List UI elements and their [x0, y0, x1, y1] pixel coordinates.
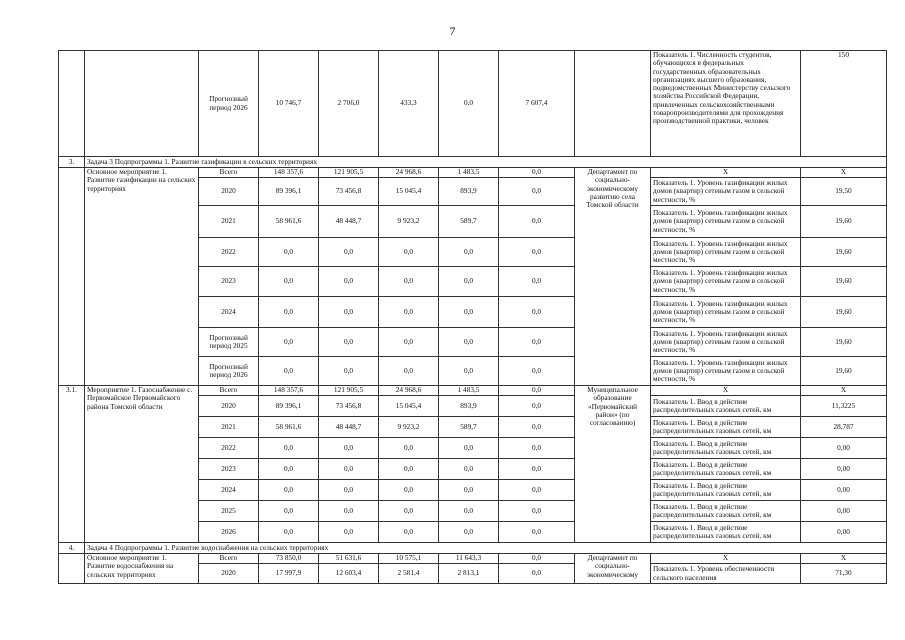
period-cell: 2020	[199, 564, 259, 584]
indicator-cell: Показатель 1. Уровень газификации жилых домов (квартир) сетевым газом в сельской местности, %	[651, 206, 801, 238]
value-cell: 0,0	[439, 522, 499, 543]
indicator-cell: Показатель 1. Ввод в действие распределительных газовых сетей, км	[651, 417, 801, 438]
indicator-value-cell: 150	[801, 51, 887, 157]
value-cell: 0,0	[499, 501, 575, 522]
table-row	[59, 51, 887, 157]
num-cell	[59, 554, 85, 584]
value-cell: 148 357,6	[259, 386, 319, 396]
indicator-value-cell: 11,3225	[801, 396, 887, 417]
task-row	[59, 157, 887, 168]
event-name-cell: Мероприятие 1. Газоснабжение с. Первомайское Первомайского района Томской области	[85, 386, 199, 543]
value-cell: 0,0	[499, 386, 575, 396]
value-cell: 0,0	[499, 564, 575, 584]
indicator-cell: Показатель 1. Уровень обеспеченности сельского населения	[651, 564, 801, 584]
value-cell: 0,0	[499, 554, 575, 564]
value-cell: 0,0	[259, 238, 319, 267]
period-cell: Прогнозный период 2025	[199, 328, 259, 357]
value-cell: 7 607,4	[499, 51, 575, 157]
value-cell: 0,0	[439, 501, 499, 522]
indicator-cell: Х	[651, 554, 801, 564]
period-cell: 2023	[199, 267, 259, 297]
value-cell: 0,0	[439, 238, 499, 267]
value-cell: 24 968,6	[379, 168, 439, 178]
value-cell: 1 483,5	[439, 386, 499, 396]
value-cell: 0,0	[379, 267, 439, 297]
value-cell: 0,0	[499, 238, 575, 267]
task-number: 3.	[59, 157, 85, 168]
indicator-value-cell: Х	[801, 554, 887, 564]
value-cell: 0,0	[259, 438, 319, 459]
value-cell: 1 483,5	[439, 168, 499, 178]
value-cell: 89 396,1	[259, 178, 319, 206]
value-cell: 121 905,5	[319, 168, 379, 178]
indicator-value-cell: Х	[801, 168, 887, 178]
indicator-value-cell: 71,30	[801, 564, 887, 584]
value-cell: 0,0	[319, 459, 379, 480]
value-cell: 589,7	[439, 206, 499, 238]
indicator-cell: Х	[651, 168, 801, 178]
indicator-cell: Показатель 1. Ввод в действие распределительных газовых сетей, км	[651, 480, 801, 501]
value-cell: 0,0	[439, 267, 499, 297]
indicator-cell: Показатель 1. Ввод в действие распределительных газовых сетей, км	[651, 438, 801, 459]
page-number: 7	[449, 24, 456, 38]
indicator-cell: Показатель 1. Уровень газификации жилых домов (квартир) сетевым газом в сельской местности, %	[651, 357, 801, 386]
value-cell: 0,0	[319, 297, 379, 328]
value-cell: 0,0	[499, 168, 575, 178]
indicator-value-cell: 19,60	[801, 267, 887, 297]
executor-cell: Департамент по социально-экономическому развитию села Томской области	[575, 168, 651, 386]
value-cell: 15 045,4	[379, 178, 439, 206]
indicator-cell: Показатель 1. Ввод в действие распределительных газовых сетей, км	[651, 459, 801, 480]
value-cell: 2 581,4	[379, 564, 439, 584]
indicator-value-cell: Х	[801, 386, 887, 396]
value-cell: 0,0	[499, 396, 575, 417]
value-cell: 0,0	[499, 438, 575, 459]
period-cell: Прогнозный период 2026	[199, 51, 259, 157]
indicator-cell: Показатель 1. Уровень газификации жилых домов (квартир) сетевым газом в сельской местности, %	[651, 297, 801, 328]
value-cell: 0,0	[379, 501, 439, 522]
value-cell: 433,3	[379, 51, 439, 157]
value-cell: 15 045,4	[379, 396, 439, 417]
period-cell: 2022	[199, 438, 259, 459]
indicator-value-cell: 28,787	[801, 417, 887, 438]
executor-cell: Муниципальное образование «Первомайский район» (по согласованию)	[575, 386, 651, 543]
value-cell: 0,0	[379, 438, 439, 459]
indicator-value-cell: 0,00	[801, 480, 887, 501]
value-cell: 0,0	[379, 297, 439, 328]
value-cell: 0,0	[319, 522, 379, 543]
value-cell: 73 456,8	[319, 178, 379, 206]
value-cell: 0,0	[259, 501, 319, 522]
value-cell: 9 923,2	[379, 206, 439, 238]
value-cell: 0,0	[499, 357, 575, 386]
value-cell: 0,0	[379, 357, 439, 386]
value-cell: 58 961,6	[259, 417, 319, 438]
period-cell: Прогнозный период 2026	[199, 357, 259, 386]
value-cell: 0,0	[439, 480, 499, 501]
task-title: Задача 4 Подпрограммы 1. Развитие водоснабжения на сельских территориях	[85, 543, 887, 554]
value-cell: 73 456,8	[319, 396, 379, 417]
indicator-cell: Показатель 1. Ввод в действие распределительных газовых сетей, км	[651, 501, 801, 522]
value-cell: 0,0	[379, 480, 439, 501]
value-cell: 0,0	[499, 267, 575, 297]
event-name-cell: Основное мероприятие 1. Развитие водоснабжения на сельских территориях	[85, 554, 199, 584]
task-title: Задача 3 Подпрограммы 1. Развитие газификации в сельских территориях	[85, 157, 887, 168]
value-cell: 89 396,1	[259, 396, 319, 417]
value-cell: 48 448,7	[319, 417, 379, 438]
value-cell: 0,0	[379, 522, 439, 543]
value-cell: 121 905,5	[319, 386, 379, 396]
period-cell: 2021	[199, 417, 259, 438]
indicator-cell: Показатель 1. Ввод в действие распределительных газовых сетей, км	[651, 522, 801, 543]
task-number: 4.	[59, 543, 85, 554]
value-cell: 0,0	[499, 459, 575, 480]
indicator-cell: Показатель 1. Уровень газификации жилых домов (квартир) сетевым газом в сельской местности, %	[651, 328, 801, 357]
value-cell: 73 850,0	[259, 554, 319, 564]
value-cell: 10 575,1	[379, 554, 439, 564]
value-cell: 0,0	[499, 206, 575, 238]
value-cell: 58 961,6	[259, 206, 319, 238]
value-cell: 0,0	[499, 297, 575, 328]
value-cell: 0,0	[499, 522, 575, 543]
num-cell	[59, 51, 85, 157]
task-row	[59, 543, 887, 554]
value-cell: 893,9	[439, 178, 499, 206]
name-cell	[85, 51, 199, 157]
value-cell: 0,0	[259, 267, 319, 297]
value-cell: 0,0	[319, 357, 379, 386]
value-cell: 0,0	[439, 328, 499, 357]
value-cell: 148 357,6	[259, 168, 319, 178]
value-cell: 0,0	[319, 501, 379, 522]
value-cell: 0,0	[379, 328, 439, 357]
table-row	[59, 386, 887, 396]
num-cell	[59, 168, 85, 386]
value-cell: 17 997,9	[259, 564, 319, 584]
indicator-cell: Показатель 1. Уровень газификации жилых домов (квартир) сетевым газом в сельской местности, %	[651, 238, 801, 267]
value-cell: 0,0	[439, 438, 499, 459]
value-cell: 0,0	[439, 357, 499, 386]
event-name-cell: Основное мероприятие 1. Развитие газификации на сельских территориях	[85, 168, 199, 386]
value-cell: 48 448,7	[319, 206, 379, 238]
value-cell: 9 923,2	[379, 417, 439, 438]
indicator-cell: Х	[651, 386, 801, 396]
indicator-value-cell: 19,60	[801, 297, 887, 328]
value-cell: 0,0	[439, 297, 499, 328]
period-cell: Всего	[199, 386, 259, 396]
value-cell: 10 746,7	[259, 51, 319, 157]
indicator-cell: Показатель 1. Ввод в действие распределительных газовых сетей, км	[651, 396, 801, 417]
value-cell: 0,0	[499, 417, 575, 438]
value-cell: 2 813,1	[439, 564, 499, 584]
value-cell: 0,0	[499, 178, 575, 206]
value-cell: 0,0	[499, 480, 575, 501]
period-cell: 2026	[199, 522, 259, 543]
value-cell: 0,0	[319, 328, 379, 357]
indicator-value-cell: 0,00	[801, 501, 887, 522]
period-cell: 2022	[199, 238, 259, 267]
indicator-value-cell: 19,60	[801, 357, 887, 386]
period-cell: 2024	[199, 297, 259, 328]
value-cell: 0,0	[319, 238, 379, 267]
value-cell: 0,0	[439, 51, 499, 157]
table-row	[59, 168, 887, 178]
value-cell: 12 603,4	[319, 564, 379, 584]
value-cell: 0,0	[259, 522, 319, 543]
value-cell: 0,0	[259, 459, 319, 480]
indicator-value-cell: 0,00	[801, 438, 887, 459]
value-cell: 11 643,3	[439, 554, 499, 564]
value-cell: 0,0	[499, 328, 575, 357]
value-cell: 0,0	[319, 267, 379, 297]
indicator-value-cell: 19,60	[801, 206, 887, 238]
indicator-value-cell: 0,00	[801, 459, 887, 480]
indicator-value-cell: 19,50	[801, 178, 887, 206]
indicator-cell: Показатель 1. Уровень газификации жилых домов (квартир) сетевым газом в сельской местности, %	[651, 267, 801, 297]
indicator-value-cell: 0,00	[801, 522, 887, 543]
value-cell: 893,9	[439, 396, 499, 417]
program-table	[58, 50, 887, 584]
value-cell: 589,7	[439, 417, 499, 438]
period-cell: 2020	[199, 396, 259, 417]
period-cell: Всего	[199, 554, 259, 564]
value-cell: 0,0	[259, 480, 319, 501]
value-cell: 2 706,0	[319, 51, 379, 157]
period-cell: 2020	[199, 178, 259, 206]
indicator-cell: Показатель 1. Уровень газификации жилых домов (квартир) сетевым газом в сельской местности, %	[651, 178, 801, 206]
indicator-cell: Показатель 1. Численность студентов, обучающихся в федеральных государственных образовательных организациях высшего образования, подведомственных Министерству сельского хозяйства Российской Федерации, привлеченных сельскохозяйственными товаропроизводителями для прохождения производственной практики, человек	[651, 51, 801, 157]
value-cell: 0,0	[379, 459, 439, 480]
value-cell: 0,0	[259, 357, 319, 386]
period-cell: 2023	[199, 459, 259, 480]
period-cell: 2024	[199, 480, 259, 501]
value-cell: 0,0	[319, 480, 379, 501]
period-cell: 2025	[199, 501, 259, 522]
indicator-value-cell: 19,60	[801, 238, 887, 267]
value-cell: 0,0	[259, 297, 319, 328]
value-cell: 24 968,6	[379, 386, 439, 396]
executor-cell: Департамент по социально-экономическому	[575, 554, 651, 584]
value-cell: 0,0	[319, 438, 379, 459]
value-cell: 0,0	[379, 238, 439, 267]
table-row	[59, 554, 887, 564]
executor-cell	[575, 51, 651, 157]
indicator-value-cell: 19,60	[801, 328, 887, 357]
period-cell: 2021	[199, 206, 259, 238]
num-cell: 3.1.	[59, 386, 85, 543]
value-cell: 0,0	[259, 328, 319, 357]
value-cell: 0,0	[439, 459, 499, 480]
period-cell: Всего	[199, 168, 259, 178]
value-cell: 51 631,6	[319, 554, 379, 564]
